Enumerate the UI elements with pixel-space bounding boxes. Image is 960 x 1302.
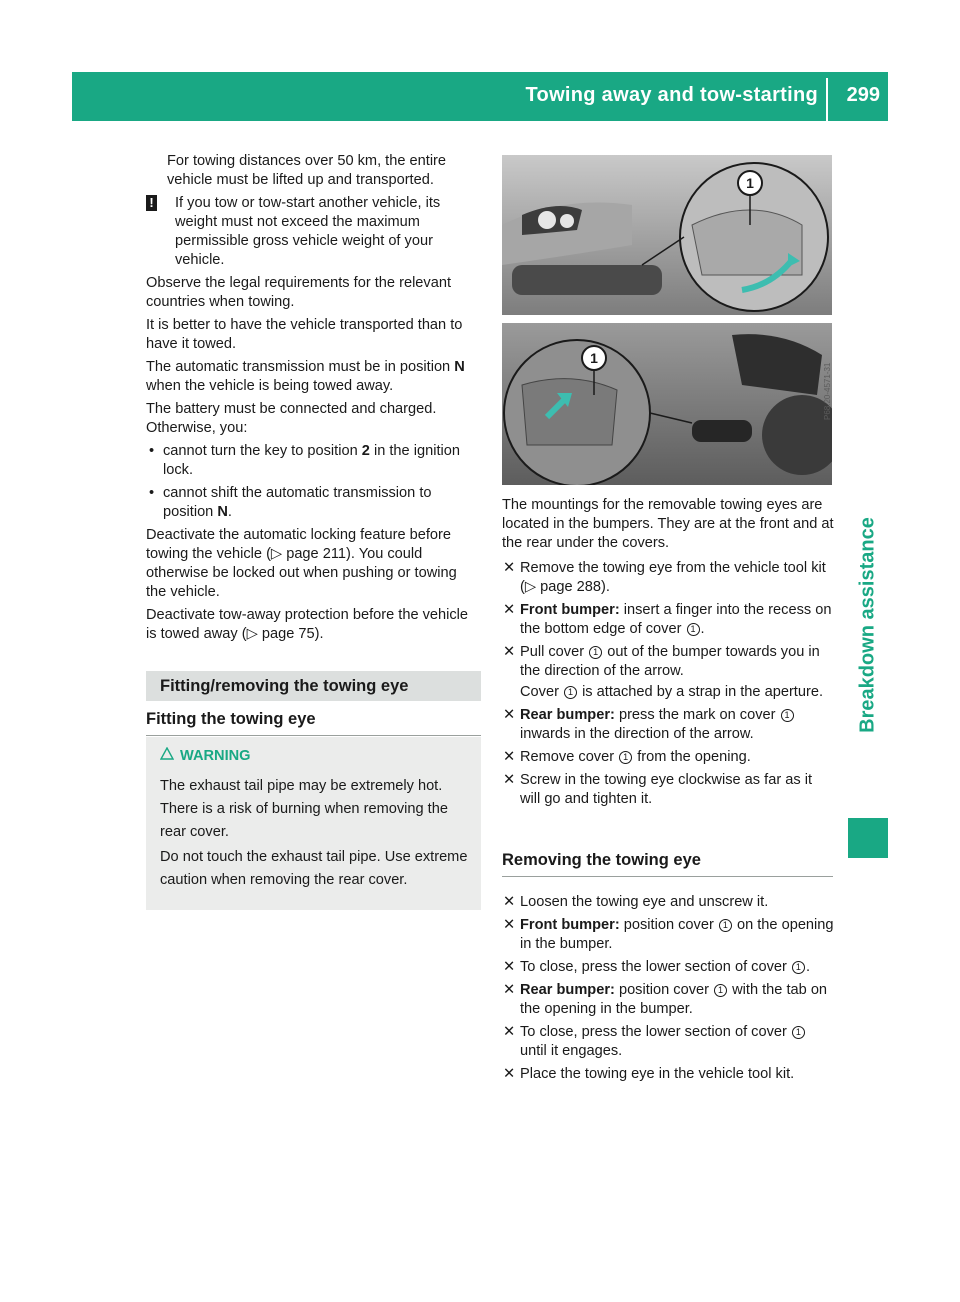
list-item: ✕ Pull cover 1 out of the bumper towards you in the direction of the arrow. Cover 1 is attached by a strap in the aperture. bbox=[502, 643, 835, 702]
callout-icon: 1 bbox=[719, 919, 732, 932]
warning-body bbox=[160, 775, 470, 894]
page-header bbox=[72, 72, 888, 121]
list-item: • cannot shift the automatic transmission to position N. bbox=[149, 485, 432, 520]
step-arrow-icon: ✕ bbox=[503, 749, 516, 765]
mountings-paragraph: The mountings for the removable towing eyes are located in the bumpers. They are at the front and at the rear under the covers. bbox=[502, 497, 834, 551]
step-arrow-icon: ✕ bbox=[503, 1066, 516, 1082]
callout-icon: 1 bbox=[714, 984, 727, 997]
caution-text: If you tow or tow-start another vehicle, its weight must not exceed the maximum permissible gross vehicle weight of your vehicle. bbox=[175, 195, 441, 268]
callout-number: 1 bbox=[746, 175, 754, 191]
section-heading: Fitting/removing the towing eye bbox=[146, 671, 481, 701]
list-item: ✕ Loosen the towing eye and unscrew it. bbox=[503, 894, 769, 910]
list-item: ✕ Remove the towing eye from the vehicle tool kit (▷ page 288). bbox=[503, 560, 826, 595]
step-note: Cover 1 is attached by a strap in the aperture. bbox=[520, 684, 824, 700]
step-arrow-icon: ✕ bbox=[503, 894, 516, 910]
warning-box bbox=[146, 737, 481, 910]
warning-text: Do not touch the exhaust tail pipe. Use extreme caution when removing the rear cover. bbox=[160, 849, 468, 888]
callout-icon: 1 bbox=[619, 751, 632, 764]
callout-number: 1 bbox=[590, 350, 598, 366]
step-arrow-icon: ✕ bbox=[503, 707, 516, 723]
step-arrow-icon: ✕ bbox=[503, 560, 516, 576]
left-column bbox=[146, 152, 481, 648]
step-arrow-icon: ✕ bbox=[503, 959, 516, 975]
step-arrow-icon: ✕ bbox=[503, 772, 516, 788]
list-item: • cannot turn the key to position 2 in the ignition lock. bbox=[149, 443, 460, 478]
removing-steps bbox=[502, 893, 835, 1088]
step-arrow-icon: ✕ bbox=[503, 1024, 516, 1040]
exclamation-icon: ! bbox=[146, 195, 157, 211]
bullet-icon: • bbox=[149, 485, 155, 501]
legal-paragraph: Observe the legal requirements for the relevant countries when towing. bbox=[146, 275, 452, 310]
step-arrow-icon: ✕ bbox=[503, 982, 516, 998]
side-tab-marker bbox=[848, 818, 888, 858]
subheading-removing: Removing the towing eye bbox=[502, 851, 833, 877]
figure-code: P68.20-4571-31 bbox=[823, 362, 832, 420]
bumper-illustration bbox=[502, 155, 832, 485]
warning-text: The exhaust tail pipe may be extremely hot. There is a risk of burning when removing the rear cover. bbox=[160, 778, 448, 840]
locking-paragraph: Deactivate the automatic locking feature before towing the vehicle (▷ page 211). You could otherwise be locked out when pushing or towing the vehicle. bbox=[146, 527, 457, 600]
header-separator bbox=[826, 78, 828, 121]
tow-away-paragraph: Deactivate tow-away protection before the vehicle is towed away (▷ page 75). bbox=[146, 607, 469, 642]
page-number: 299 bbox=[846, 84, 880, 106]
warning-heading: WARNING bbox=[160, 747, 251, 766]
list-item: ✕ Rear bumper: position cover 1 with the tab on the opening in the bumper. bbox=[503, 982, 828, 1017]
battery-paragraph: The battery must be connected and charged. Otherwise, you: bbox=[146, 401, 437, 436]
bullet-icon: • bbox=[149, 443, 155, 459]
transport-paragraph: It is better to have the vehicle transported than to have it towed. bbox=[146, 317, 463, 352]
step-arrow-icon: ✕ bbox=[503, 644, 516, 660]
callout-icon: 1 bbox=[589, 646, 602, 659]
list-item: ✕ Front bumper: position cover 1 on the opening in the bumper. bbox=[503, 917, 834, 952]
transmission-paragraph: The automatic transmission must be in position N when the vehicle is being towed away. bbox=[146, 359, 465, 394]
list-item: ✕ Remove cover 1 from the opening. bbox=[503, 749, 751, 765]
side-tab-label: Breakdown assistance bbox=[856, 517, 879, 733]
callout-icon: 1 bbox=[564, 686, 577, 699]
warning-triangle-icon bbox=[160, 747, 174, 766]
callout-icon: 1 bbox=[781, 709, 794, 722]
intro-paragraph: For towing distances over 50 km, the entire vehicle must be lifted up and transported. bbox=[167, 153, 447, 188]
list-item: ✕ Front bumper: insert a finger into the recess on the bottom edge of cover 1 . bbox=[503, 602, 832, 637]
list-item: ✕ Place the towing eye in the vehicle tool kit. bbox=[503, 1066, 795, 1082]
list-item: ✕ To close, press the lower section of cover 1 . bbox=[503, 959, 810, 975]
chapter-title: Towing away and tow-starting bbox=[525, 84, 818, 106]
callout-icon: 1 bbox=[792, 961, 805, 974]
list-item: ✕ To close, press the lower section of cover 1 until it engages. bbox=[502, 1023, 835, 1061]
subheading-fitting: Fitting the towing eye bbox=[146, 710, 481, 736]
side-chapter-tab bbox=[848, 517, 888, 733]
right-column bbox=[502, 496, 835, 813]
callout-icon: 1 bbox=[792, 1026, 805, 1039]
step-arrow-icon: ✕ bbox=[503, 917, 516, 933]
list-item: ✕ Screw in the towing eye clockwise as far as it will go and tighten it. bbox=[503, 772, 812, 807]
caution-note bbox=[146, 194, 481, 270]
step-arrow-icon: ✕ bbox=[503, 602, 516, 618]
callout-icon: 1 bbox=[687, 623, 700, 636]
list-item: ✕ Rear bumper: press the mark on cover 1 inwards in the direction of the arrow. bbox=[502, 706, 835, 744]
